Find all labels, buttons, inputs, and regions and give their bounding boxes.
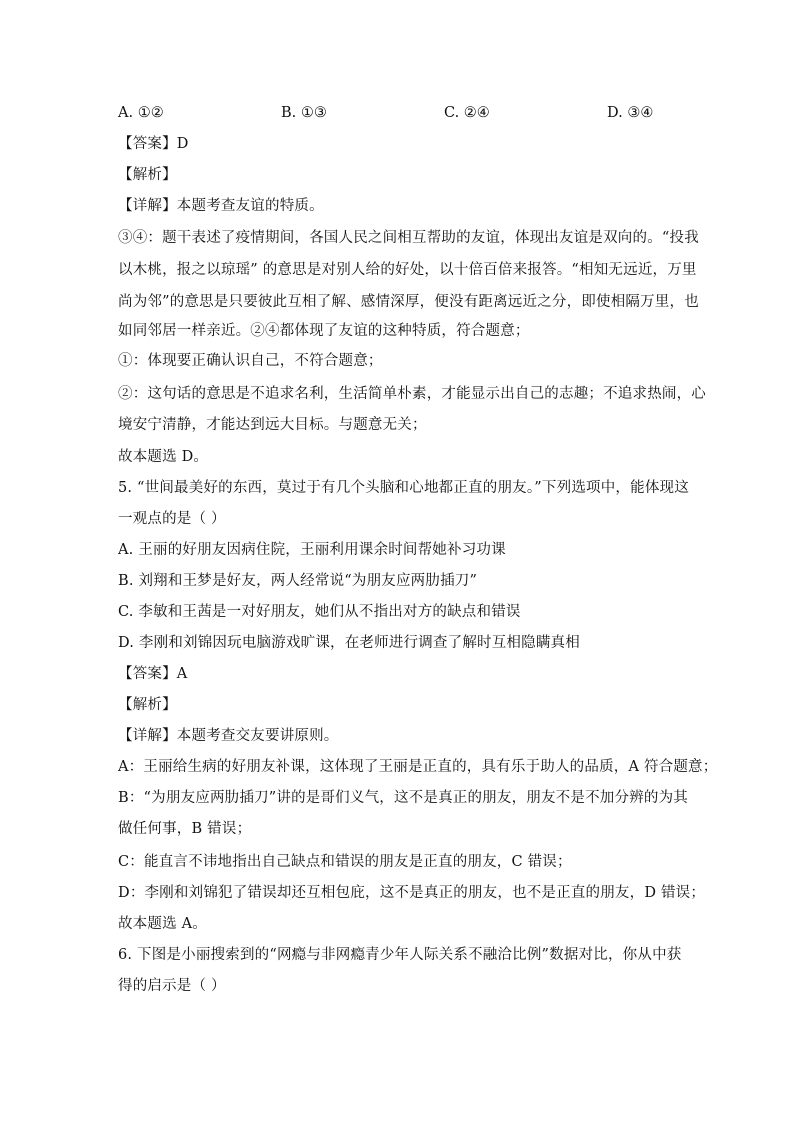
q5-option-c: C. 李敏和王茜是一对好朋友，她们从不指出对方的缺点和错误 [118, 604, 521, 620]
q4-analysis-line: ③④：题干表述了疫情期间，各国人民之间相互帮助的友谊，体现出友谊是双向的。“投我 [118, 230, 699, 246]
q4-analysis-line: 尚为邻”的意思是只要彼此互相了解、感情深厚，便没有距离远近之分，即使相隔万里，也 [118, 294, 699, 310]
q4-analysis-title: 【解析】 [118, 167, 177, 183]
q5-analysis-line: B：“为朋友应两肋插刀”讲的是哥们义气，这不是真正的朋友，朋友不是不加分辨的为其 [118, 790, 688, 806]
q4-option-c: C. ②④ [444, 105, 490, 121]
q5-option-b: B. 刘翔和王梦是好友，两人经常说“为朋友应两肋插刀” [118, 573, 478, 589]
q5-stem-line: 5. “世间最美好的东西，莫过于有几个头脑和心地都正直的朋友。”下列选项中，能体现这 [118, 480, 689, 496]
q4-option-a: A. ①② [118, 105, 164, 121]
q5-analysis-line: D：李刚和刘锦犯了错误却还互相包庇，这不是真正的朋友，也不是正直的朋友，D 错误； [118, 885, 706, 901]
q5-analysis-line: C：能直言不讳地指出自己缺点和错误的朋友是正直的朋友，C 错误； [118, 854, 572, 870]
q5-analysis-line: A：王丽给生病的好朋友补课，这体现了王丽是正直的，具有乐于助人的品质，A 符合题意； [118, 759, 718, 775]
q4-option-b: B. ①③ [281, 105, 327, 121]
q5-answer: 【答案】A [118, 666, 188, 682]
q5-analysis-line: 做任何事，B 错误； [118, 821, 252, 837]
q6-stem-line: 6. 下图是小丽搜索到的“网瘾与非网瘾青少年人际关系不融洽比例”数据对比，你从中获 [118, 947, 682, 963]
q4-analysis-line: ①：体现要正确认识自己，不符合题意； [118, 353, 383, 369]
q4-analysis-line: ②：这句话的意思是不追求名利，生活简单朴素，才能显示出自己的志趣；不追求热闹，心 [118, 386, 706, 402]
q5-stem-line: 一观点的是（ ） [118, 511, 226, 527]
q5-analysis-line: 故本题选 A。 [118, 916, 207, 932]
q5-analysis-line: 【详解】本题考查交友要讲原则。 [118, 728, 339, 744]
q4-analysis-line: 境安宁清静，才能达到远大目标。与题意无关； [118, 417, 427, 433]
q4-option-d: D. ③④ [607, 105, 654, 121]
q4-analysis-line: 以木桃，报之以琼瑶” 的意思是对别人给的好处，以十倍百倍来报答。“相知无远近，万里 [118, 262, 697, 278]
q5-option-a: A. 王丽的好朋友因病住院，王丽利用课余时间帮她补习功课 [118, 542, 506, 558]
q6-stem-line: 得的启示是（ ） [118, 978, 226, 994]
q5-analysis-title: 【解析】 [118, 697, 177, 713]
q4-answer: 【答案】D [118, 136, 189, 152]
q4-analysis-line: 故本题选 D。 [118, 449, 209, 465]
q5-option-d: D. 李刚和刘锦因玩电脑游戏旷课，在老师进行调查了解时互相隐瞒真相 [118, 635, 580, 651]
q4-analysis-line: 如同邻居一样亲近。②④都体现了友谊的这种特质，符合题意； [118, 323, 530, 339]
q4-analysis-line: 【详解】本题考查友谊的特质。 [118, 198, 324, 214]
